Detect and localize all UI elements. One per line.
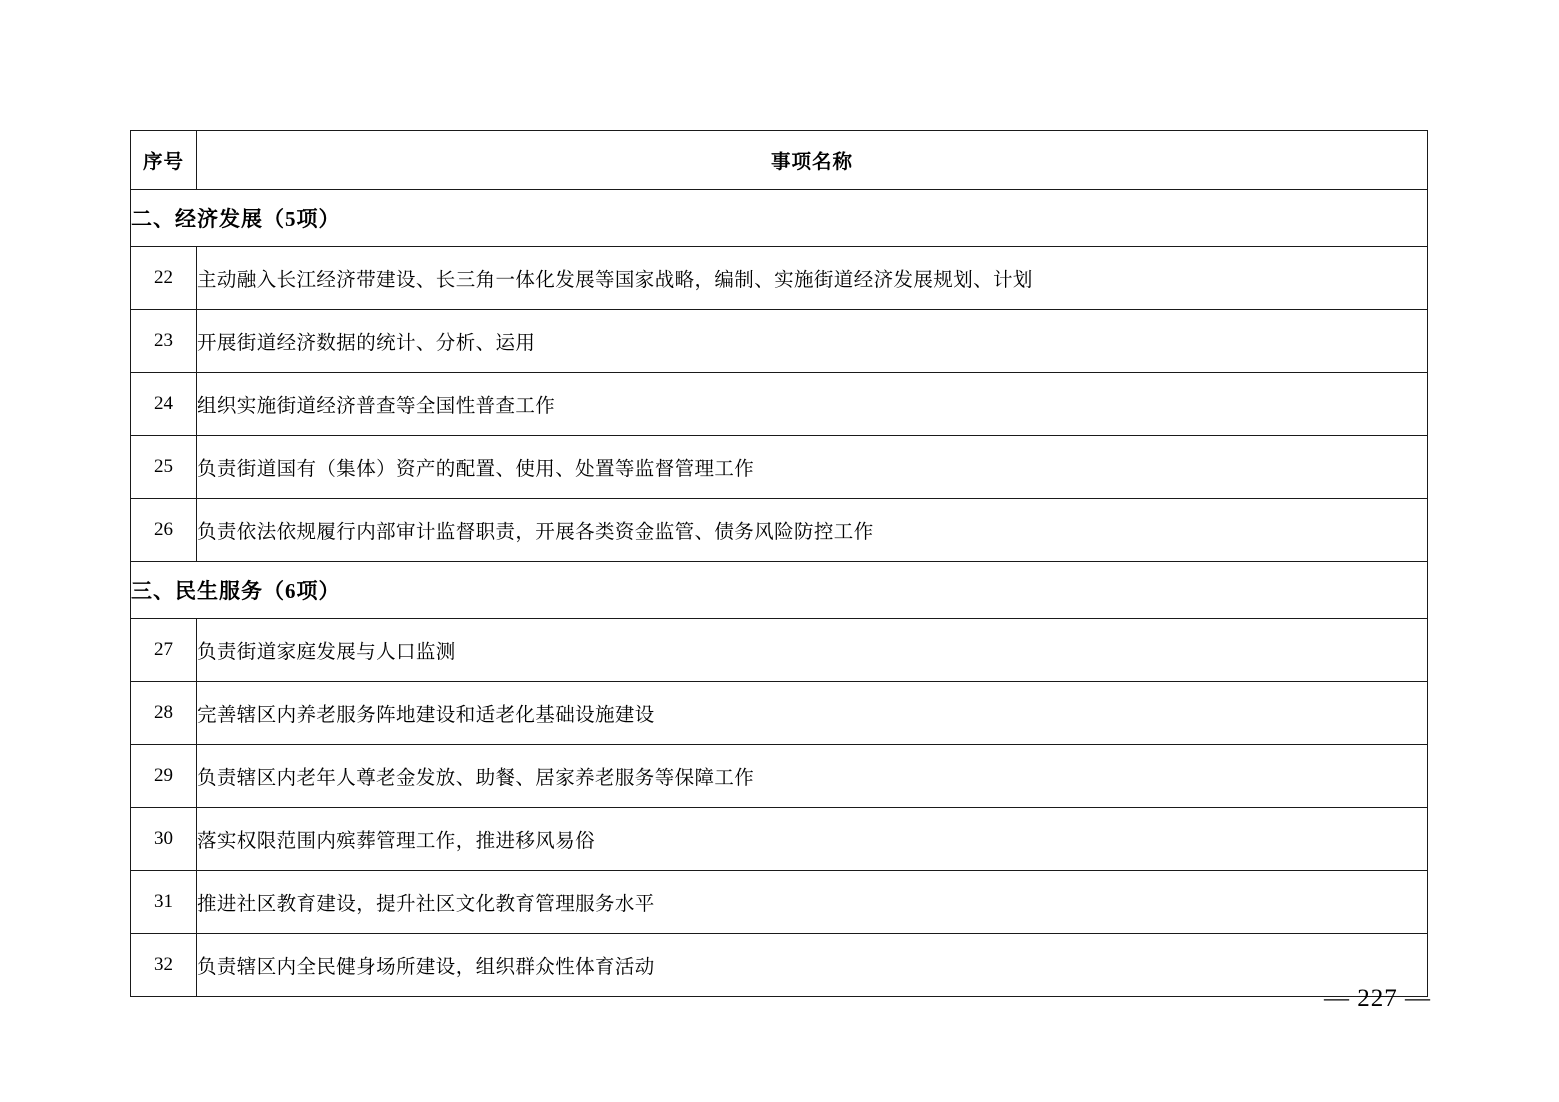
table-row [131, 436, 1428, 499]
section-header-row [131, 562, 1428, 619]
row-text: 组织实施街道经济普查等全国性普查工作 [197, 373, 1428, 436]
section-title-economic-development: 二、经济发展（5项） [131, 190, 1428, 247]
row-text: 推进社区教育建设，提升社区文化教育管理服务水平 [197, 871, 1428, 934]
table-header-row [131, 131, 1428, 190]
row-number: 27 [131, 619, 197, 682]
table-row [131, 499, 1428, 562]
row-text: 完善辖区内养老服务阵地建设和适老化基础设施建设 [197, 682, 1428, 745]
table-row [131, 310, 1428, 373]
table-row [131, 373, 1428, 436]
row-number: 30 [131, 808, 197, 871]
column-header-name: 事项名称 [197, 131, 1428, 190]
row-text: 负责辖区内老年人尊老金发放、助餐、居家养老服务等保障工作 [197, 745, 1428, 808]
items-table [130, 130, 1428, 997]
row-number: 28 [131, 682, 197, 745]
table-row [131, 934, 1428, 997]
row-text: 负责街道国有（集体）资产的配置、使用、处置等监督管理工作 [197, 436, 1428, 499]
row-number: 23 [131, 310, 197, 373]
table-row [131, 808, 1428, 871]
row-number: 26 [131, 499, 197, 562]
row-text: 负责辖区内全民健身场所建设，组织群众性体育活动 [197, 934, 1428, 997]
column-header-no: 序号 [131, 131, 197, 190]
row-text: 主动融入长江经济带建设、长三角一体化发展等国家战略，编制、实施街道经济发展规划、计划 [197, 247, 1428, 310]
table-row [131, 619, 1428, 682]
row-text: 负责依法依规履行内部审计监督职责，开展各类资金监管、债务风险防控工作 [197, 499, 1428, 562]
row-text: 负责街道家庭发展与人口监测 [197, 619, 1428, 682]
row-number: 25 [131, 436, 197, 499]
section-title-livelihood-services: 三、民生服务（6项） [131, 562, 1428, 619]
table-row [131, 247, 1428, 310]
row-number: 24 [131, 373, 197, 436]
section-header-row [131, 190, 1428, 247]
table-row [131, 745, 1428, 808]
row-number: 31 [131, 871, 197, 934]
row-number: 29 [131, 745, 197, 808]
row-text: 落实权限范围内殡葬管理工作，推进移风易俗 [197, 808, 1428, 871]
row-text: 开展街道经济数据的统计、分析、运用 [197, 310, 1428, 373]
page-number: — 227 — [1324, 985, 1431, 1012]
table-row [131, 682, 1428, 745]
table-row [131, 871, 1428, 934]
row-number: 22 [131, 247, 197, 310]
row-number: 32 [131, 934, 197, 997]
